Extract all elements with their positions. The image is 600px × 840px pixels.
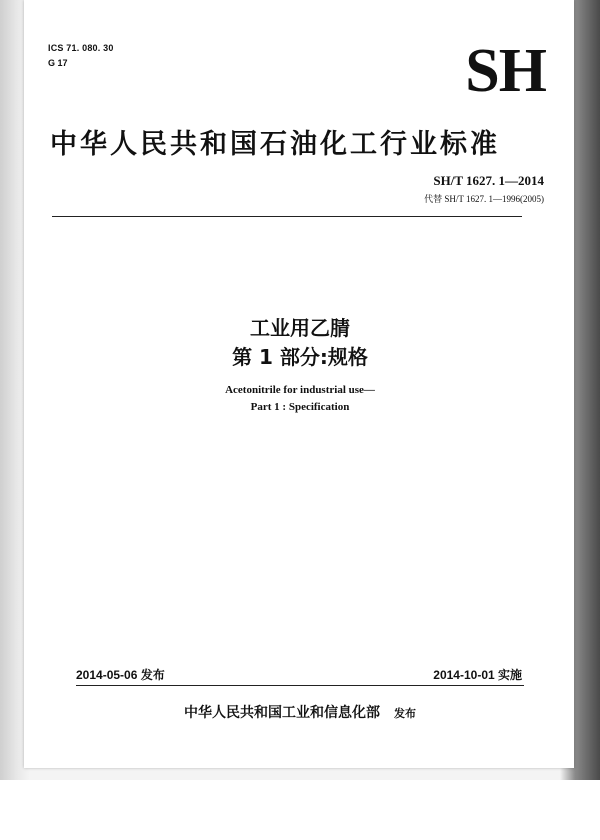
publisher-name: 中华人民共和国工业和信息化部 [184,705,380,721]
document-title-cn-line1: 工业用乙腈 [250,316,350,340]
sh-logo: SH [465,37,546,105]
document-title-cn-line2: 第 1 部分:规格 [232,345,368,369]
document-title-en-line1: Acetonitrile for industrial use— [225,384,375,396]
ics-code: ICS 71. 080. 30 [48,43,114,53]
standard-title: 中华人民共和国石油化工行业标准 [50,129,500,160]
issue-date: 2014-05-06 发布 [76,668,165,682]
standard-number: SH/T 1627. 1—2014 [433,173,544,188]
classification-code: G 17 [48,58,68,68]
publisher-suffix: 发布 [394,707,416,720]
document-title-en-line2: Part 1 : Specification [250,401,350,413]
publisher-line [0,702,600,722]
replaces-note: 代替 SH/T 1627. 1—1996(2005) [424,194,544,204]
top-divider [52,216,522,217]
implementation-date: 2014-10-01 实施 [433,668,522,682]
bottom-divider [76,685,524,686]
